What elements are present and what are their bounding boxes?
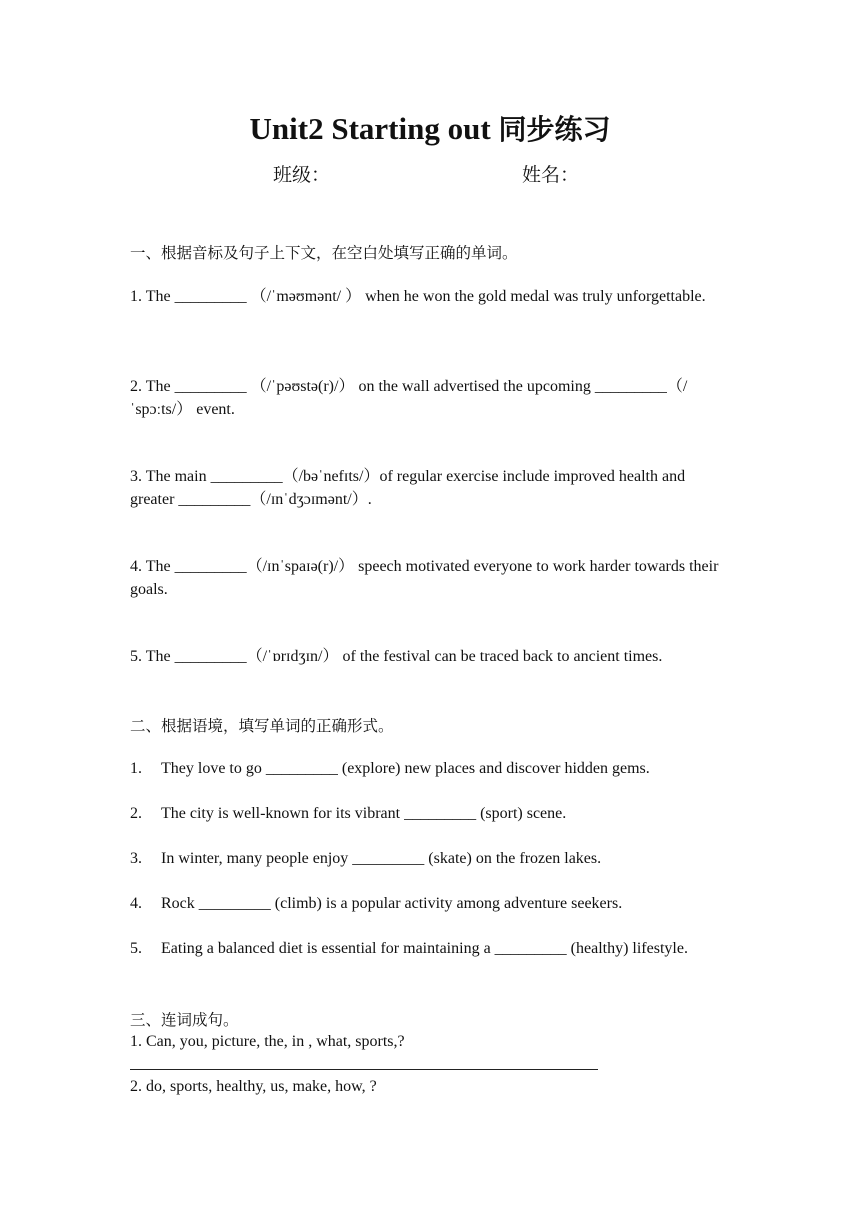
item-text: In winter, many people enjoy _________ (skate) on the frozen lakes.: [161, 850, 602, 867]
item-text: The city is well-known for its vibrant _________ (sport) scene.: [161, 805, 567, 822]
section3-item-1: 1. Can, you, picture, the, in , what, sports,?: [130, 1033, 405, 1050]
section1-item-2: 2. The _________ （/ˈpəʊstə(r)/） on the wall advertised the upcoming _________（/ˈspɔːts/） event.: [130, 378, 688, 418]
section2-item-3: [130, 850, 601, 868]
section3-item-2: 2. do, sports, healthy, us, make, how, ?: [130, 1078, 377, 1095]
section1-item-1: 1. The _________ （/ˈməʊmənt/ ） when he won the gold medal was truly unforgettable.: [130, 288, 706, 305]
item-number: 5.: [130, 940, 142, 957]
answer-line: [130, 1069, 598, 1070]
item-text: They love to go _________ (explore) new places and discover hidden gems.: [161, 760, 650, 777]
section1-item-4: 4. The _________（/ɪnˈspaɪə(r)/） speech motivated everyone to work harder towards their goals.: [130, 558, 719, 598]
section2-item-5: [130, 940, 688, 958]
title-en: Unit2 Starting out: [249, 111, 499, 146]
item-number: 3.: [130, 850, 142, 867]
item-text: Eating a balanced diet is essential for maintaining a _________ (healthy) lifestyle.: [161, 940, 688, 957]
class-label: 班级：: [273, 164, 331, 186]
section1-item-5: 5. The _________（/ˈɒrɪdʒɪn/） of the festival can be traced back to ancient times.: [130, 648, 663, 665]
section1-item-3: 3. The main _________（/bəˈnefɪts/）of regular exercise include improved health and greater _________（/ɪnˈdʒɔɪmənt/）.: [130, 468, 686, 508]
item-number: 2.: [130, 805, 142, 822]
section1-heading: 一、根据音标及句子上下文，在空白处填写正确的单词。: [130, 244, 518, 262]
item-text: Rock _________ (climb) is a popular activity among adventure seekers.: [161, 895, 623, 912]
section2-item-1: [130, 760, 650, 778]
section2-item-2: [130, 805, 566, 823]
item-number: 4.: [130, 895, 142, 912]
section3-heading: 三、连词成句。: [130, 1011, 239, 1029]
name-label: 姓名：: [522, 164, 580, 186]
section2-item-4: [130, 895, 622, 913]
section2-heading: 二、根据语境，填写单词的正确形式。: [130, 717, 394, 735]
page-title: [0, 108, 860, 148]
title-cn: 同步练习: [498, 113, 611, 146]
item-number: 1.: [130, 760, 142, 777]
